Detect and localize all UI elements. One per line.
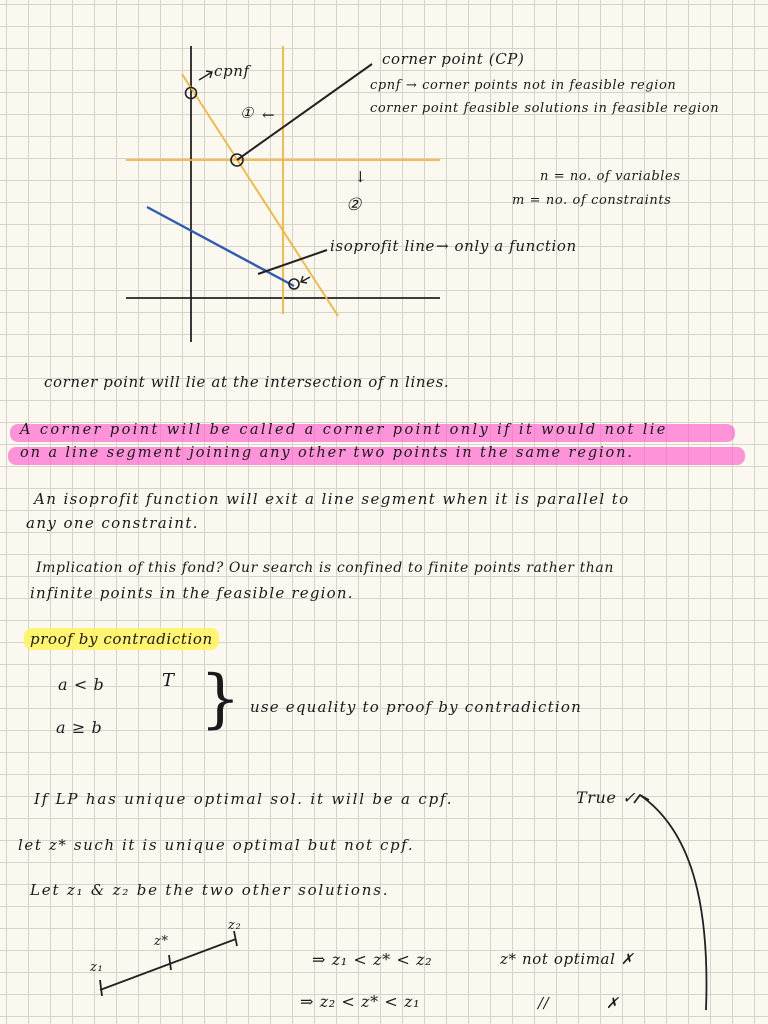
isoprofit-label: isoprofit line <box>330 237 436 255</box>
inequality-2: a ≥ b <box>56 718 103 737</box>
curved-arrow <box>640 795 706 1010</box>
brace-note: use equality to proof by contradiction <box>250 698 582 716</box>
let-zstar-statement: let z* such it is unique optimal but not cpf. <box>18 836 415 854</box>
corner-point-note: corner point will lie at the intersection of n lines. <box>44 373 450 391</box>
cp-line-2: corner point feasible solutions in feasible region <box>370 101 720 116</box>
segment-tick-zstar <box>169 955 171 970</box>
optimal-arrow <box>301 276 310 283</box>
implication-line-1: Implication of this fond? Our search is confined to finite points rather than <box>36 560 614 576</box>
down-arrow: ↓ <box>354 168 368 186</box>
m-definition: m = no. of constraints <box>512 193 672 208</box>
isoprofit-line <box>147 207 294 286</box>
cpnf-label: cpnf <box>214 62 250 80</box>
n-definition: n = no. of variables <box>540 169 681 184</box>
isoprofit-note: → only a function <box>436 237 577 255</box>
let-z1-z2-statement: Let z₁ & z₂ be the two other solutions. <box>30 881 390 899</box>
region-2-label: ② <box>346 195 362 215</box>
segment-tick-z1 <box>100 980 102 996</box>
segment-tick-z2 <box>234 931 237 946</box>
if-lp-statement: If LP has unique optimal sol. it will be a cpf. <box>34 790 454 808</box>
isoprofit-line-1: An isoprofit function will exit a line segment when it is parallel to <box>34 490 630 508</box>
brace: } <box>200 662 242 736</box>
inequality-1: a < b <box>58 675 105 694</box>
implication-chain-2: ⇒ z₂ < z* < z₁ <box>300 992 421 1011</box>
cp-pointer <box>237 64 372 160</box>
implication-chain-2-x: ✗ <box>606 994 620 1012</box>
segment-label-z2: z₂ <box>228 918 242 933</box>
region-1-arrow: ← <box>262 106 276 124</box>
inequality-1-truth: T <box>162 670 175 691</box>
implication-line-2: infinite points in the feasible region. <box>30 584 354 602</box>
isoprofit-pointer <box>258 250 327 274</box>
constraint-diagonal <box>182 74 338 316</box>
isoprofit-line-2: any one constraint. <box>26 514 199 532</box>
cp-title: corner point (CP) <box>382 50 525 68</box>
cpnf-arrow <box>199 71 212 80</box>
highlight-line-2: on a line segment joining any other two points in the same region. <box>20 445 634 461</box>
highlight-line-1: A corner point will be called a corner point only if it would not lie <box>20 422 668 438</box>
curved-arrow-head <box>634 795 649 803</box>
true-mark: True ✓ <box>576 788 637 807</box>
cp-line-1: cpnf → corner points not in feasible region <box>370 78 677 93</box>
segment-label-z1: z₁ <box>90 960 104 975</box>
implication-chain-1-note: z* not optimal ✗ <box>500 950 635 968</box>
region-1-label: ① <box>240 104 255 122</box>
implication-chain-2-ditto: // <box>538 994 550 1012</box>
segment-label-zstar: z* <box>154 934 169 949</box>
proof-title: proof by contradiction <box>24 628 219 650</box>
implication-chain-1: ⇒ z₁ < z* < z₂ <box>312 950 433 969</box>
